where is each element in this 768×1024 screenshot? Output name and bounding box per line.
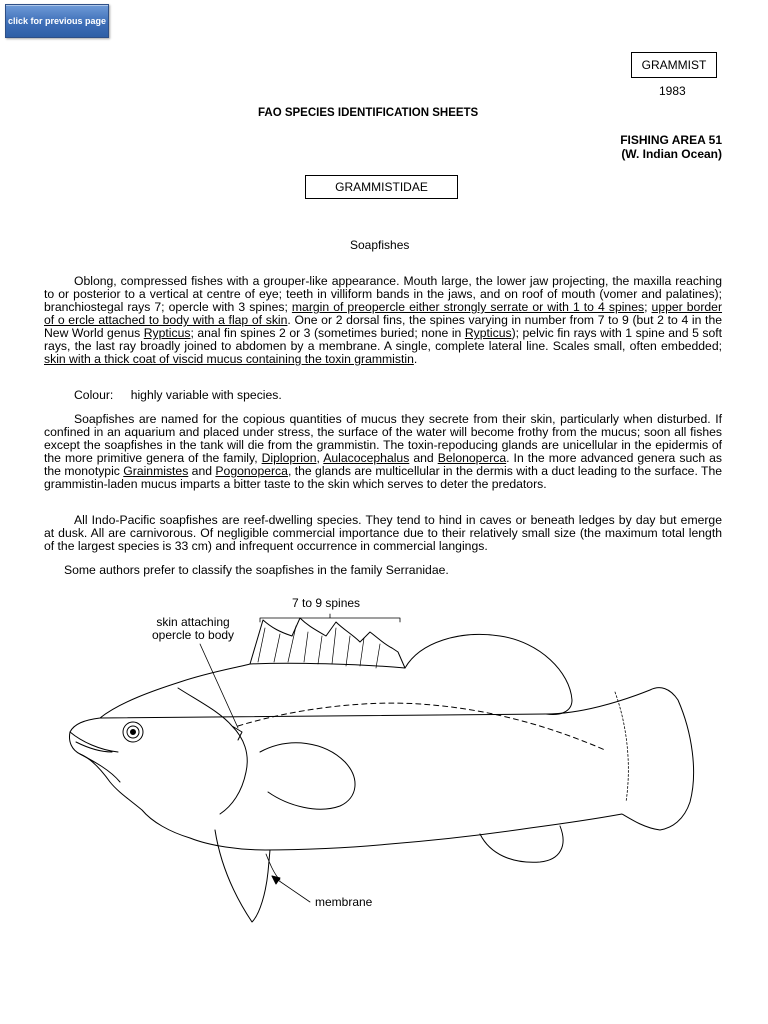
text-run: Soapfishes are named for the copious quantities of mucus they secrete from their skin, particularly when disturbed. If confined in an aquarium and placed under stress, the surface of the water will become frothy from the mucus; soon all fishes except the soapfishes in the tank will die from the grammistin. The toxin-repoducing glands are unicellular in the epidermis of the more primitive genera of the family, <box>44 412 722 465</box>
year: 1983 <box>659 84 686 98</box>
spiny-dorsal-fin <box>250 618 405 668</box>
opercle <box>178 688 247 814</box>
common-name: Soapfishes <box>350 238 410 252</box>
text-run: Oblong, compressed fishes with a grouper-like appearance. Mouth large, the lower jaw projecting, the maxilla reaching to or posterior to a vertical at centre of eye; teeth in villiform bands in the jaws, and on roof of mouth (vomer and palatines); branchiostegal rays 7; opercle with 3 spines; <box>44 274 722 314</box>
key-character: skin with a thick coat of viscid mucus containing the toxin grammistin <box>44 352 414 366</box>
genus-name: Diploprion <box>261 451 317 465</box>
family-name: GRAMMISTIDAE <box>335 180 428 194</box>
colour-value: highly variable with species. <box>130 388 282 402</box>
species-code: GRAMMIST <box>641 58 707 72</box>
spines-label: 7 to 9 spines <box>292 596 361 610</box>
genus-name: Rypticus <box>143 326 191 340</box>
fishing-area-number: FISHING AREA 51 <box>620 133 722 147</box>
text-run: ); pelvic fin rays with 1 spine and 5 soft rays, the last ray broadly joined to abdomen by a membrane. A single, complete lateral line. Scales small, often embedded; <box>44 326 723 353</box>
mucus-paragraph <box>44 413 722 491</box>
jaw <box>70 732 120 782</box>
skin-label-line1: skin attaching <box>156 615 230 629</box>
text-run: , the glands are multicellular in the dermis with a duct leading to the surface. The grammistin-laden mucus imparts a bitter taste to the skin which serves to deter the predators. <box>44 464 723 491</box>
pelvic-fin <box>215 830 270 922</box>
spines-bracket <box>260 614 400 622</box>
soapfish-drawing <box>60 592 710 932</box>
skin-pointer-line <box>200 644 238 728</box>
species-code-box <box>631 52 717 78</box>
text-run: and <box>409 451 438 465</box>
skin-label <box>152 616 234 642</box>
classification-note: Some authors prefer to classify the soapfishes in the family Serranidae. <box>64 563 449 577</box>
text-run: . One or 2 dorsal fins, the spines varying in number from 7 to 9 (but 2 to 4 in the New World genus <box>44 313 722 340</box>
genus-name: Pogonoperca <box>215 464 288 478</box>
family-box <box>305 175 458 199</box>
anal-fin <box>480 826 563 862</box>
fishing-area-region: (W. Indian Ocean) <box>621 147 722 161</box>
colour-line <box>74 388 282 402</box>
key-character: upper border of o ercle attached to body with a flap of skin <box>44 300 723 327</box>
fishing-area <box>620 133 722 161</box>
document-title: FAO SPECIES IDENTIFICATION SHEETS <box>258 107 479 119</box>
key-character: margin of preopercle either strongly serrate or with 1 to 4 spines <box>291 300 645 314</box>
fish-illustration <box>60 592 710 932</box>
genus-name: Aulacocephalus <box>323 451 410 465</box>
description-paragraph <box>44 275 722 366</box>
text-run: . In the more advanced genera such as the monotypic <box>44 451 722 478</box>
membrane-label: membrane <box>315 895 373 909</box>
pectoral-fin <box>260 743 355 809</box>
genus-name: Grainmistes <box>123 464 189 478</box>
text-run: ; <box>644 300 652 314</box>
text-run: and <box>188 464 216 478</box>
text-run: , <box>316 451 324 465</box>
genus-name: Rypticus <box>464 326 512 340</box>
genus-name: Belonoperca <box>437 451 507 465</box>
previous-page-button[interactable]: click for previous page <box>5 4 109 38</box>
habitat-paragraph: All Indo-Pacific soapfishes are reef-dwelling species. They tend to hind in caves or beneath ledges by day but emerge at dusk. All are carnivorous. Of negligible commercial importance due to their relatively small size (the maximum total length of the largest species is 33 cm) and infrequent occurrence in commercial langings. <box>44 513 722 553</box>
skin-label-line2: opercle to body <box>152 628 235 642</box>
text-run: . <box>413 352 418 366</box>
text-run: ; anal fin spines 2 or 3 (sometimes buried; none in <box>190 326 465 340</box>
soft-dorsal-fin <box>405 634 572 714</box>
colour-label: Colour: <box>74 388 114 402</box>
fish-body <box>69 663 693 850</box>
